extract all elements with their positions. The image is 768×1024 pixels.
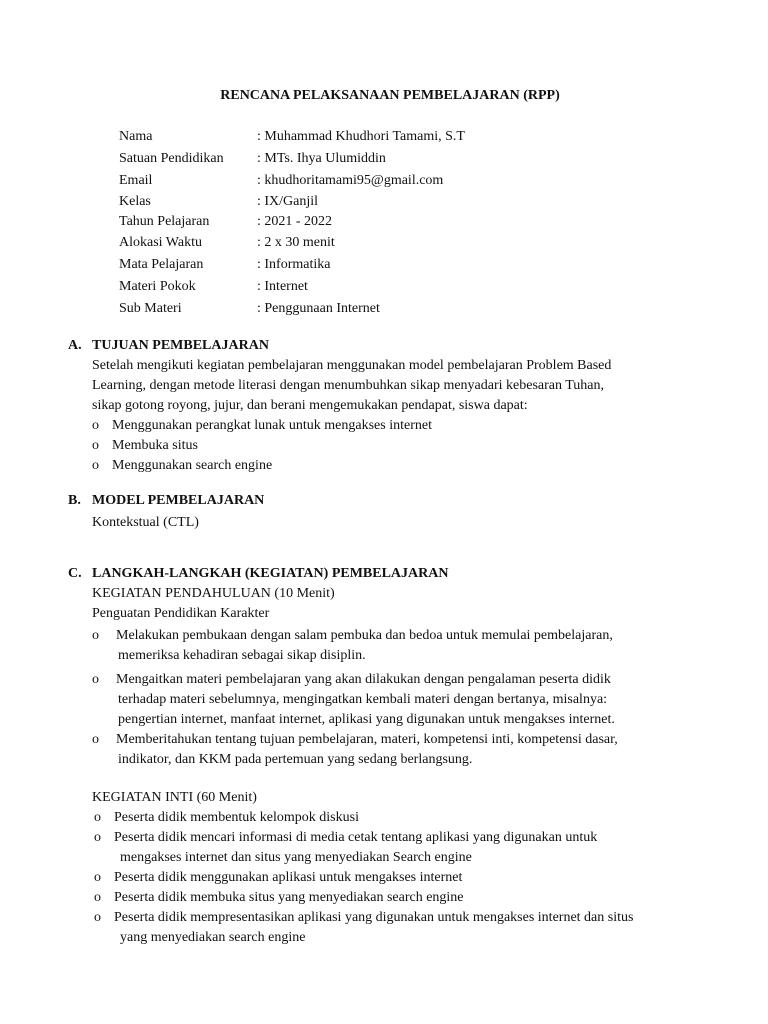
list-item-text: Mengaitkan materi pembelajaran yang akan dilakukan dengan pengalaman peserta didik	[116, 672, 611, 687]
info-label: Kelas	[119, 194, 151, 209]
subsection-subtitle: Penguatan Pendidikan Karakter	[92, 606, 270, 621]
bullet-marker: o	[94, 890, 101, 905]
section-body	[68, 584, 718, 808]
subsection-title: KEGIATAN INTI (60 Menit)	[92, 790, 257, 805]
info-label: Materi Pokok	[119, 279, 196, 294]
info-value: : Muhammad Khudhori Tamami, S.T	[257, 129, 465, 144]
section-heading	[68, 491, 718, 511]
info-value: : IX/Ganjil	[257, 194, 319, 209]
section-heading	[68, 336, 718, 356]
bullet-marker: o	[94, 910, 101, 925]
info-label: Mata Pelajaran	[119, 257, 204, 272]
list-item	[92, 456, 718, 476]
identity-table	[119, 126, 465, 320]
section-tujuan	[68, 336, 718, 476]
bullet-marker: o	[92, 438, 99, 453]
info-row-kelas	[119, 192, 465, 212]
section-title: MODEL PEMBELAJARAN	[92, 493, 265, 508]
section-heading	[68, 564, 718, 584]
list-item	[94, 908, 718, 948]
info-label: Email	[119, 173, 153, 188]
list-item	[92, 416, 718, 436]
list-item-text: Peserta didik membentuk kelompok diskusi	[114, 810, 359, 825]
info-row-tahun-pelajaran	[119, 212, 465, 232]
section-letter: A.	[68, 338, 82, 353]
info-row-mata-pelajaran	[119, 254, 465, 276]
inti-list	[68, 808, 718, 948]
list-item-text: Menggunakan search engine	[112, 458, 273, 473]
info-row-nama	[119, 126, 465, 148]
list-item	[92, 436, 718, 456]
list-item-text: Peserta didik menggunakan aplikasi untuk mengakses internet	[114, 870, 463, 885]
paragraph-line: Learning, dengan metode literasi dengan menumbuhkan sikap menyadari kebesaran Tuhan,	[92, 378, 605, 393]
section-body	[68, 356, 718, 476]
bullet-marker: o	[92, 732, 99, 747]
list-item	[94, 888, 718, 908]
info-row-sub-materi	[119, 298, 465, 320]
paragraph-line: Setelah mengikuti kegiatan pembelajaran menggunakan model pembelajaran Problem Based	[92, 358, 612, 373]
info-label: Sub Materi	[119, 301, 182, 316]
paragraph-line: sikap gotong royong, jujur, dan berani mengemukakan pendapat, siswa dapat:	[92, 398, 528, 413]
list-item-text: Peserta didik mempresentasikan aplikasi yang digunakan untuk mengakses internet dan situs	[114, 910, 634, 925]
bullet-marker: o	[92, 418, 99, 433]
info-value: : khudhoritamami95@gmail.com	[257, 173, 444, 188]
list-item-text: Melakukan pembukaan dengan salam pembuka dan bedoa untuk memulai pembelajaran,	[116, 628, 613, 643]
info-value: : Informatika	[257, 257, 331, 272]
section-title: TUJUAN PEMBELAJARAN	[92, 338, 269, 353]
info-row-materi-pokok	[119, 276, 465, 298]
info-row-satuan-pendidikan	[119, 148, 465, 170]
subsection-title: KEGIATAN PENDAHULUAN (10 Menit)	[92, 586, 335, 601]
section-body: Kontekstual (CTL)	[92, 515, 199, 530]
section-model	[68, 491, 718, 533]
info-value: : MTs. Ihya Ulumiddin	[257, 151, 386, 166]
section-title: LANGKAH-LANGKAH (KEGIATAN) PEMBELAJARAN	[92, 566, 449, 581]
list-item	[92, 626, 718, 666]
info-label: Satuan Pendidikan	[119, 151, 224, 166]
info-label: Nama	[119, 129, 153, 144]
list-item-text: pengertian internet, manfaat internet, aplikasi yang digunakan untuk mengakses internet.	[118, 712, 615, 727]
list-item	[92, 730, 718, 770]
document-title: RENCANA PELAKSANAAN PEMBELAJARAN (RPP)	[220, 88, 560, 103]
info-label: Tahun Pelajaran	[119, 214, 210, 229]
section-letter: B.	[68, 493, 81, 508]
info-value: : 2021 - 2022	[257, 214, 333, 229]
list-item-text: mengakses internet dan situs yang menyediakan Search engine	[120, 850, 472, 865]
section-langkah	[68, 564, 718, 948]
info-value: : Penggunaan Internet	[257, 301, 380, 316]
info-label: Alokasi Waktu	[119, 235, 202, 250]
section-letter: C.	[68, 566, 82, 581]
bullet-marker: o	[92, 672, 99, 687]
list-item	[94, 868, 718, 888]
list-item-text: memeriksa kehadiran sebagai sikap disiplin.	[118, 648, 366, 663]
bullet-marker: o	[94, 870, 101, 885]
bullet-marker: o	[94, 810, 101, 825]
list-item-text: terhadap materi sebelumnya, mengingatkan kembali materi dengan bertanya, misalnya:	[118, 692, 608, 707]
bullet-marker: o	[92, 628, 99, 643]
list-item-text: Memberitahukan tentang tujuan pembelajaran, materi, kompetensi inti, kompetensi dasar,	[116, 732, 618, 747]
list-item-text: Membuka situs	[112, 438, 198, 453]
info-value: : Internet	[257, 279, 308, 294]
list-item-text: Menggunakan perangkat lunak untuk mengakses internet	[112, 418, 432, 433]
bullet-marker: o	[92, 458, 99, 473]
list-item-text: Peserta didik mencari informasi di media cetak tentang aplikasi yang digunakan untuk	[114, 830, 598, 845]
list-item-text: yang menyediakan search engine	[120, 930, 306, 945]
list-item	[92, 670, 718, 730]
list-item	[94, 808, 718, 828]
list-item-text: indikator, dan KKM pada pertemuan yang sedang berlangsung.	[118, 752, 473, 767]
list-item-text: Peserta didik membuka situs yang menyediakan search engine	[114, 890, 464, 905]
info-value: : 2 x 30 menit	[257, 235, 335, 250]
info-row-email	[119, 170, 465, 192]
bullet-marker: o	[94, 830, 101, 845]
list-item	[94, 828, 718, 868]
info-row-alokasi-waktu	[119, 232, 465, 254]
